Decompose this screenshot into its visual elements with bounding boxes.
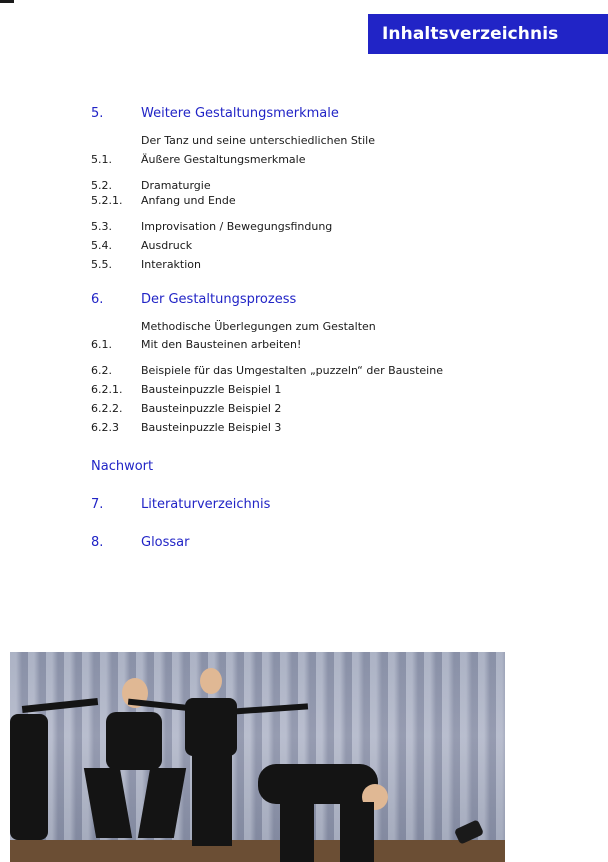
dancer-left [10,714,48,840]
dancer-back-legs [192,754,232,846]
toc-number: 6.2.2. [91,402,123,415]
stage-curtain [10,652,505,862]
toc-number: 7. [91,497,104,512]
toc-title: Bausteinpuzzle Beispiel 3 [141,421,282,434]
toc-number: 8. [91,535,104,550]
toc-number: 5.2. [91,179,112,192]
toc-title: Weitere Gestaltungsmerkmale [141,106,339,121]
toc-title: Glossar [141,535,190,550]
toc-title: Ausdruck [141,239,193,252]
toc-title: Beispiele für das Umgestalten „puzzeln“ der Bausteine [141,364,443,377]
toc-title: Der Gestaltungsprozess [141,292,297,307]
toc-title: Interaktion [141,258,202,271]
dancer-center-torso [106,712,162,770]
toc-number: 6.2. [91,364,112,377]
toc-title: Bausteinpuzzle Beispiel 1 [141,383,282,396]
toc-number: 5.4. [91,239,112,252]
toc-number: 6.2.3 [91,421,119,434]
toc-number: 6.2.1. [91,383,123,396]
toc-number: 6. [91,292,104,307]
toc-title: Literaturverzeichnis [141,497,271,512]
toc-title: Anfang und Ende [141,194,236,207]
dancer-right-leg [280,800,314,862]
toc-number: 5. [91,106,104,121]
toc-number: 5.2.1. [91,194,123,207]
toc-number: 5.3. [91,220,112,233]
toc-title: Improvisation / Bewegungsfindung [141,220,333,233]
toc-title: Methodische Überlegungen zum Gestalten [141,320,376,333]
toc-title: Äußere Gestaltungsmerkmale [141,153,306,166]
dancer-back-head [200,668,222,694]
toc-title: Bausteinpuzzle Beispiel 2 [141,402,282,415]
dancer-right-torso [258,764,378,804]
toc-title: Mit den Bausteinen arbeiten! [141,338,302,351]
dancer-right-leg [340,802,374,862]
page-title [368,14,608,54]
toc-number: Nachwort [91,459,154,474]
stage-floor [10,840,505,862]
toc-number: 5.1. [91,153,112,166]
corner-mark [0,0,14,3]
photo-dancers [10,652,505,862]
toc-number: 6.1. [91,338,112,351]
toc-title: Der Tanz und seine unterschiedlichen Stile [141,134,375,147]
dancer-back-torso [185,698,237,756]
toc-title: Dramaturgie [141,179,211,192]
page-title-text: Inhaltsverzeichnis [382,24,559,44]
toc-number: 5.5. [91,258,112,271]
